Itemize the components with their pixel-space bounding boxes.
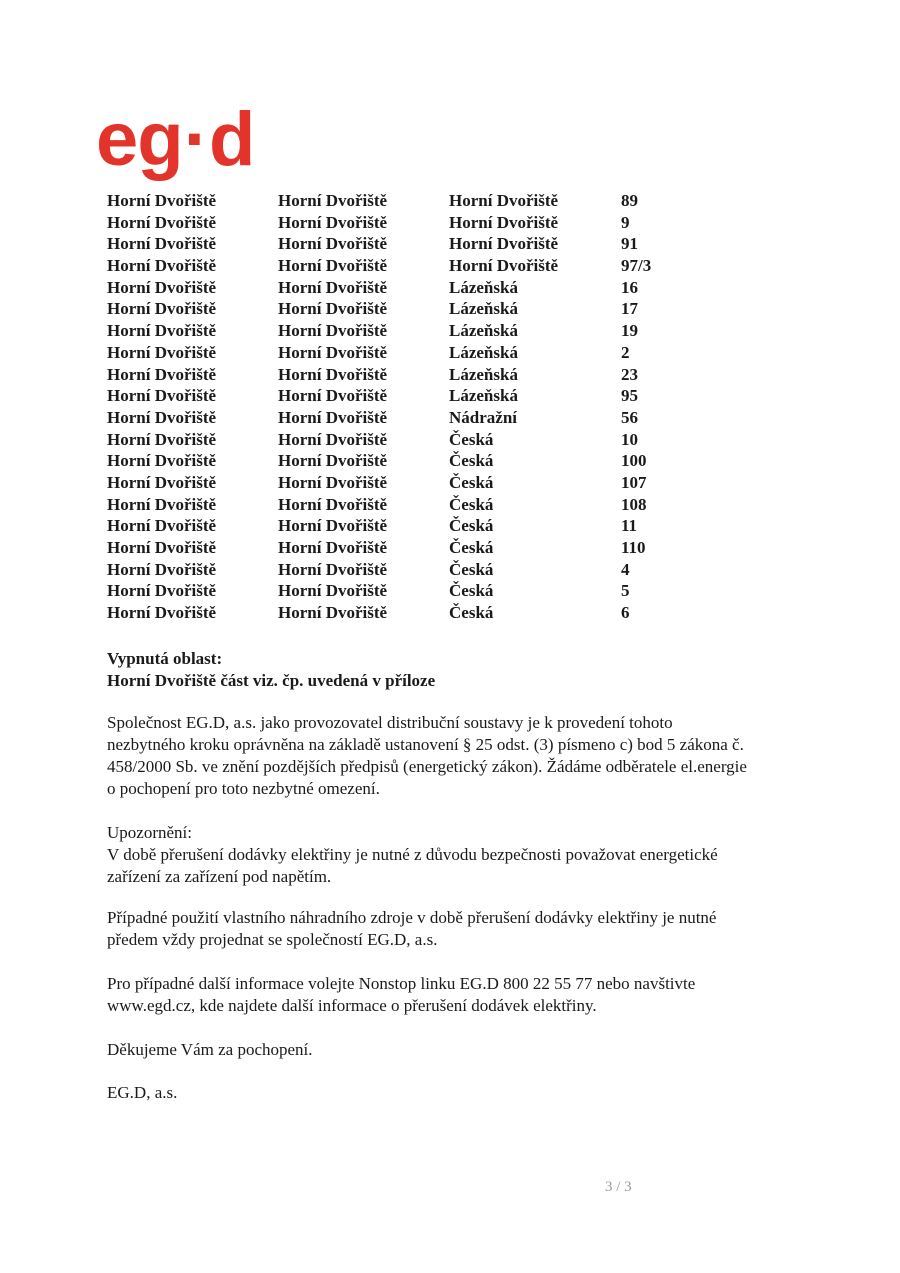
- warning-paragraph: [107, 822, 807, 888]
- text-line: Pro případné další informace volejte Nonstop linku EG.D 800 22 55 77 nebo navštivte: [107, 974, 696, 993]
- logo-dot: ·: [183, 97, 209, 182]
- row-municipality: Horní Dvořiště: [107, 472, 217, 492]
- address-table: [107, 190, 747, 624]
- row-district: Horní Dvořiště: [278, 364, 388, 384]
- row-district: Horní Dvořiště: [278, 299, 388, 319]
- row-district: Horní Dvořiště: [278, 191, 388, 210]
- table-row: [107, 212, 747, 234]
- row-house-number: 110: [621, 538, 646, 557]
- row-municipality: Horní Dvořiště: [107, 364, 217, 384]
- row-street: Nádražní: [449, 407, 517, 427]
- row-district: Horní Dvořiště: [278, 516, 388, 536]
- text-line: o pochopení pro toto nezbytné omezení.: [107, 779, 380, 798]
- row-house-number: 107: [621, 472, 647, 492]
- outage-area: [107, 648, 435, 692]
- row-municipality: Horní Dvořiště: [107, 256, 217, 276]
- row-municipality: Horní Dvořiště: [107, 559, 217, 579]
- table-row: [107, 277, 747, 299]
- row-street: Česká: [449, 451, 494, 471]
- page-number: 3 / 3: [605, 1179, 632, 1195]
- table-row: [107, 559, 747, 581]
- table-row: [107, 429, 747, 451]
- row-street: Horní Dvořiště: [449, 256, 559, 276]
- row-house-number: 6: [621, 603, 630, 623]
- row-street: Česká: [449, 559, 494, 579]
- row-house-number: 2: [621, 342, 630, 362]
- table-row: [107, 407, 747, 429]
- table-row: [107, 298, 747, 320]
- row-house-number: 5: [621, 581, 630, 601]
- row-district: Horní Dvořiště: [278, 603, 388, 623]
- row-street: Lázeňská: [449, 364, 518, 384]
- thanks-paragraph: [107, 1039, 807, 1061]
- logo-part-eg: eg: [96, 97, 183, 182]
- row-municipality: Horní Dvořiště: [107, 191, 217, 210]
- row-street: Česká: [449, 494, 494, 514]
- table-row: [107, 320, 747, 342]
- row-house-number: 91: [621, 234, 638, 254]
- row-district: Horní Dvořiště: [278, 386, 388, 406]
- table-row: [107, 233, 747, 255]
- egd-logo: [96, 97, 255, 182]
- row-district: Horní Dvořiště: [278, 407, 388, 427]
- row-district: Horní Dvořiště: [278, 342, 388, 362]
- row-street: Lázeňská: [449, 342, 518, 362]
- table-row: [107, 342, 747, 364]
- row-street: Horní Dvořiště: [449, 191, 559, 210]
- row-municipality: Horní Dvořiště: [107, 603, 217, 623]
- row-district: Horní Dvořiště: [278, 277, 388, 297]
- text-line: EG.D, a.s.: [107, 1083, 178, 1102]
- row-municipality: Horní Dvořiště: [107, 386, 217, 406]
- table-row: [107, 255, 747, 277]
- row-district: Horní Dvořiště: [278, 234, 388, 254]
- row-district: Horní Dvořiště: [278, 321, 388, 341]
- row-street: Lázeňská: [449, 277, 518, 297]
- row-street: Česká: [449, 581, 494, 601]
- row-house-number: 100: [621, 451, 647, 471]
- outage-area-text: Horní Dvořiště část viz. čp. uvedená v příloze: [107, 671, 436, 690]
- legal-paragraph: [107, 712, 807, 800]
- row-district: Horní Dvořiště: [278, 538, 388, 557]
- row-house-number: 10: [621, 429, 638, 449]
- text-line: nezbytného kroku oprávněna na základě ustanovení § 25 odst. (3) písmeno c) bod 5 zákona č.: [107, 735, 744, 754]
- row-house-number: 89: [621, 191, 638, 210]
- row-municipality: Horní Dvořiště: [107, 451, 217, 471]
- row-municipality: Horní Dvořiště: [107, 516, 217, 536]
- table-row: [107, 602, 747, 624]
- row-street: Lázeňská: [449, 386, 518, 406]
- signature: [107, 1082, 807, 1104]
- row-house-number: 56: [621, 407, 638, 427]
- table-row: [107, 364, 747, 386]
- table-row: [107, 472, 747, 494]
- row-house-number: 11: [621, 516, 638, 536]
- row-district: Horní Dvořiště: [278, 472, 388, 492]
- text-line: V době přerušení dodávky elektřiny je nutné z důvodu bezpečnosti považovat energetické: [107, 845, 718, 864]
- row-municipality: Horní Dvořiště: [107, 494, 217, 514]
- row-municipality: Horní Dvořiště: [107, 342, 217, 362]
- row-house-number: 16: [621, 277, 638, 297]
- row-municipality: Horní Dvořiště: [107, 212, 217, 232]
- logo-part-d: d: [209, 97, 255, 182]
- text-line: zařízení za zařízení pod napětím.: [107, 867, 332, 886]
- row-municipality: Horní Dvořiště: [107, 234, 217, 254]
- row-district: Horní Dvořiště: [278, 494, 388, 514]
- row-municipality: Horní Dvořiště: [107, 299, 217, 319]
- table-row: [107, 385, 747, 407]
- row-street: Česká: [449, 472, 494, 492]
- row-municipality: Horní Dvořiště: [107, 407, 217, 427]
- row-street: Horní Dvořiště: [449, 212, 559, 232]
- row-house-number: 108: [621, 494, 647, 514]
- row-district: Horní Dvořiště: [278, 559, 388, 579]
- row-district: Horní Dvořiště: [278, 256, 388, 276]
- warning-heading: Upozornění:: [107, 823, 192, 842]
- row-house-number: 23: [621, 364, 638, 384]
- row-street: Česká: [449, 516, 494, 536]
- row-house-number: 19: [621, 321, 638, 341]
- generator-paragraph: [107, 907, 807, 951]
- row-municipality: Horní Dvořiště: [107, 277, 217, 297]
- row-house-number: 97/3: [621, 256, 652, 276]
- text-line: Společnost EG.D, a.s. jako provozovatel distribuční soustavy je k provedení tohoto: [107, 713, 673, 732]
- table-row: [107, 450, 747, 472]
- table-row: [107, 494, 747, 516]
- row-municipality: Horní Dvořiště: [107, 429, 217, 449]
- row-district: Horní Dvořiště: [278, 429, 388, 449]
- row-district: Horní Dvořiště: [278, 581, 388, 601]
- row-street: Horní Dvořiště: [449, 234, 559, 254]
- row-street: Lázeňská: [449, 299, 518, 319]
- row-street: Česká: [449, 429, 494, 449]
- outage-area-heading: Vypnutá oblast:: [107, 649, 223, 668]
- row-house-number: 9: [621, 212, 630, 232]
- row-district: Horní Dvořiště: [278, 212, 388, 232]
- row-street: Česká: [449, 603, 494, 623]
- text-line: Děkujeme Vám za pochopení.: [107, 1040, 313, 1059]
- row-street: Česká: [449, 538, 494, 557]
- row-house-number: 17: [621, 299, 638, 319]
- row-district: Horní Dvořiště: [278, 451, 388, 471]
- row-municipality: Horní Dvořiště: [107, 581, 217, 601]
- row-municipality: Horní Dvořiště: [107, 538, 217, 557]
- table-row: [107, 190, 747, 212]
- table-row: [107, 580, 747, 602]
- table-row: [107, 515, 747, 537]
- text-line: www.egd.cz, kde najdete další informace o přerušení dodávek elektřiny.: [107, 996, 597, 1015]
- text-line: Případné použití vlastního náhradního zdroje v době přerušení dodávky elektřiny je nutné: [107, 908, 717, 927]
- text-line: předem vždy projednat se společností EG.D, a.s.: [107, 930, 438, 949]
- row-house-number: 95: [621, 386, 638, 406]
- table-row: [107, 537, 747, 559]
- row-street: Lázeňská: [449, 321, 518, 341]
- contact-paragraph: [107, 973, 807, 1017]
- row-municipality: Horní Dvořiště: [107, 321, 217, 341]
- text-line: 458/2000 Sb. ve znění pozdějších předpisů (energetický zákon). Žádáme odběratele el.energie: [107, 757, 747, 776]
- row-house-number: 4: [621, 559, 630, 579]
